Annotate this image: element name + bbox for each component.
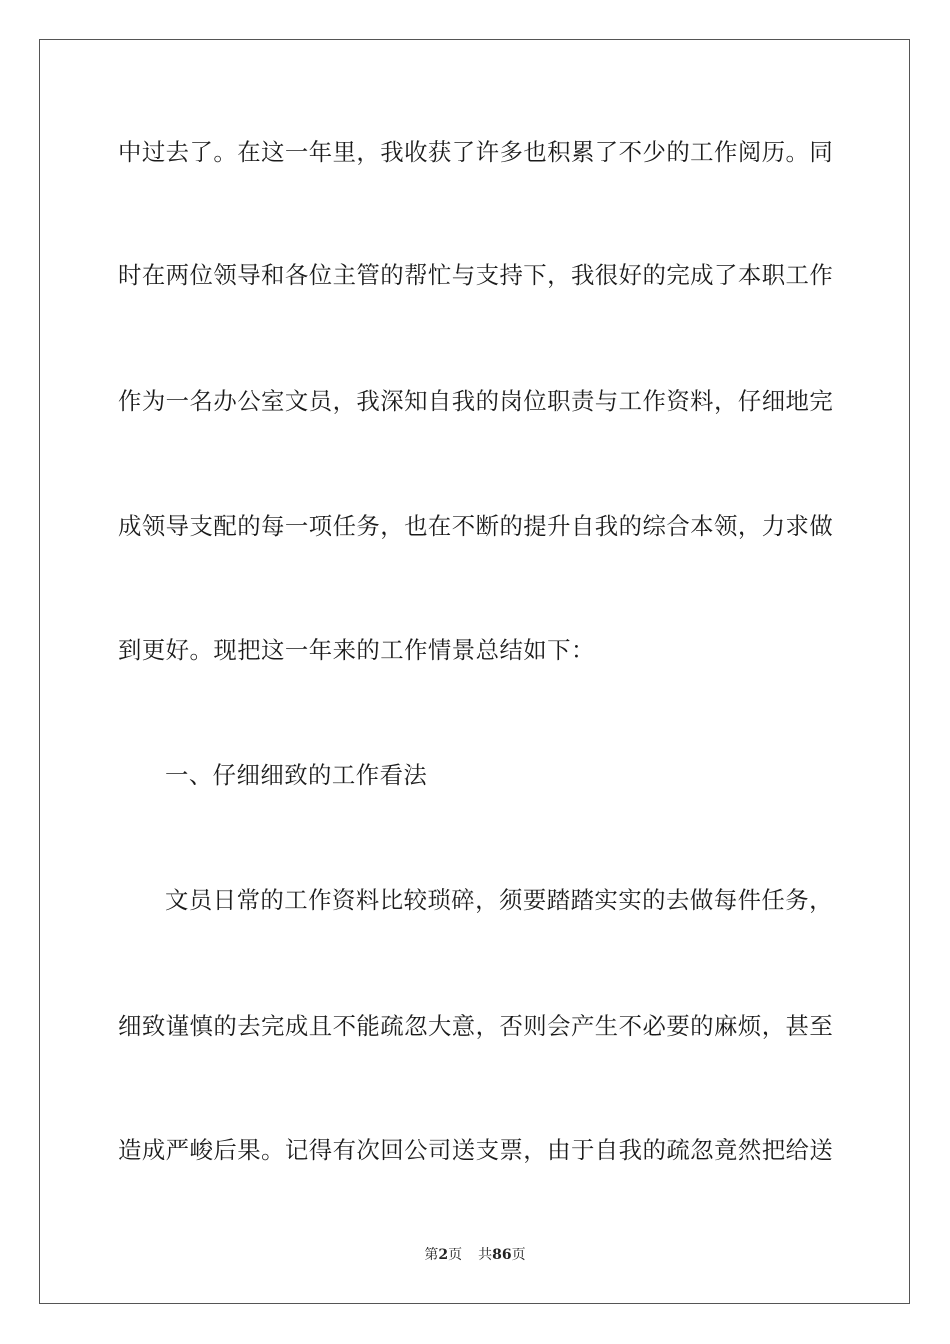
- body-text-line: 中过去了。在这一年里，我收获了许多也积累了不少的工作阅历。同: [118, 138, 834, 166]
- total-prefix: 共: [478, 1247, 493, 1263]
- body-text-line: 细致谨慎的去完成且不能疏忽大意，否则会产生不必要的麻烦，甚至: [118, 1012, 834, 1040]
- body-text-line: 成领导支配的每一项任务，也在不断的提升自我的综合本领，力求做: [118, 512, 834, 540]
- current-page-number: 2: [438, 1247, 449, 1263]
- total-suffix: 页: [511, 1247, 526, 1263]
- page-suffix: 页: [448, 1247, 463, 1263]
- body-text-line: 作为一名办公室文员，我深知自我的岗位职责与工作资料，仔细地完: [118, 387, 834, 415]
- page-footer: [0, 1245, 950, 1265]
- body-text-line: 时在两位领导和各位主管的帮忙与支持下，我很好的完成了本职工作: [118, 261, 834, 289]
- body-text-line: 到更好。现把这一年来的工作情景总结如下：: [118, 636, 595, 664]
- page-prefix: 第: [424, 1247, 439, 1263]
- section-heading: 一、仔细细致的工作看法: [165, 761, 428, 789]
- page-border: [39, 39, 910, 1304]
- total-pages-number: 86: [492, 1247, 512, 1263]
- body-text-line: 文员日常的工作资料比较琐碎，须要踏踏实实的去做每件任务，: [165, 886, 833, 914]
- body-text-line: 造成严峻后果。记得有次回公司送支票，由于自我的疏忽竟然把给送: [118, 1136, 834, 1164]
